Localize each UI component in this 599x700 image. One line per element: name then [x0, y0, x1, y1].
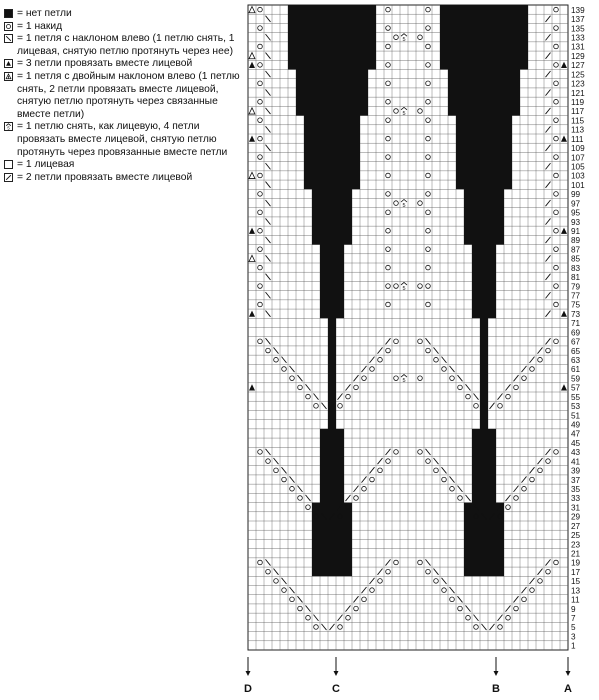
row-number: 17 — [571, 567, 581, 577]
row-number: 71 — [571, 319, 581, 329]
marker-arrow-head — [494, 671, 499, 676]
row-number: 69 — [571, 328, 581, 338]
row-number: 93 — [571, 217, 581, 227]
row-number: 7 — [571, 613, 576, 623]
row-number: 73 — [571, 309, 581, 319]
row-number: 123 — [571, 79, 585, 89]
row-number: 21 — [571, 549, 581, 559]
row-number: 111 — [571, 134, 584, 144]
row-number: 61 — [571, 365, 581, 375]
row-number: 55 — [571, 392, 581, 402]
row-number: 65 — [571, 346, 581, 356]
row-number: 27 — [571, 521, 581, 531]
five-together-symbol: 5 — [402, 285, 406, 292]
row-number: 1 — [571, 641, 576, 651]
row-number: 29 — [571, 512, 581, 522]
row-number: 85 — [571, 254, 581, 264]
legend-text: = нет петли — [17, 8, 72, 19]
row-number: 23 — [571, 540, 581, 550]
row-number: 95 — [571, 208, 581, 218]
row-number: 45 — [571, 438, 581, 448]
row-number: 109 — [571, 144, 585, 154]
row-number: 137 — [571, 15, 585, 25]
row-number: 77 — [571, 291, 581, 301]
row-number: 115 — [571, 116, 585, 126]
five-together-symbol: 5 — [402, 378, 406, 385]
row-number: 87 — [571, 245, 581, 255]
svg-text:5: 5 — [7, 125, 10, 131]
row-number: 107 — [571, 153, 585, 163]
row-number: 101 — [571, 180, 585, 190]
legend-text: = 1 лицевая — [17, 159, 75, 171]
row-number: 89 — [571, 236, 581, 246]
row-number: 35 — [571, 484, 581, 494]
row-number: 91 — [571, 226, 581, 236]
row-number: 113 — [571, 125, 585, 135]
row-number: 59 — [571, 374, 581, 384]
row-number: 63 — [571, 355, 581, 365]
row-number: 39 — [571, 466, 581, 476]
marker-label: A — [564, 683, 572, 695]
row-number: 3 — [571, 632, 576, 642]
row-number: 31 — [571, 503, 581, 513]
row-number: 133 — [571, 33, 585, 43]
row-number: 97 — [571, 199, 581, 209]
marker-label: C — [332, 683, 340, 695]
marker-arrow-head — [246, 671, 251, 676]
row-number: 11 — [571, 595, 580, 605]
row-number: 119 — [571, 97, 585, 107]
marker-arrow-head — [334, 671, 339, 676]
five-together-symbol: 5 — [402, 203, 406, 210]
row-number: 121 — [571, 88, 585, 98]
row-number: 81 — [571, 273, 581, 283]
section-markers — [244, 657, 572, 695]
row-number: 67 — [571, 337, 581, 347]
legend-text: = 3 петли провязать вместе лицевой — [17, 58, 193, 70]
row-number: 79 — [571, 282, 581, 292]
marker-arrow-head — [566, 671, 571, 676]
row-number: 49 — [571, 420, 581, 430]
row-number: 127 — [571, 61, 585, 71]
row-number: 5 — [571, 623, 576, 633]
five-together-symbol: 5 — [402, 37, 406, 44]
row-number: 139 — [571, 5, 585, 15]
row-number: 129 — [571, 51, 585, 61]
row-number: 105 — [571, 162, 585, 172]
row-number: 75 — [571, 300, 581, 310]
row-number: 51 — [571, 411, 581, 421]
marker-label: D — [244, 683, 252, 695]
legend-text: = 1 петлю снять, как лицевую, 4 петли провязать вместе лицевой, снятую петлю протянуть через провязанные вместе петли — [17, 121, 228, 158]
row-number: 9 — [571, 604, 576, 614]
row-number: 43 — [571, 448, 581, 458]
five-together-symbol: 5 — [402, 110, 406, 117]
row-number: 117 — [571, 107, 585, 117]
row-number: 83 — [571, 263, 581, 273]
row-number: 15 — [571, 577, 581, 587]
row-number: 25 — [571, 531, 581, 541]
row-number: 57 — [571, 383, 581, 393]
row-number: 135 — [571, 24, 585, 34]
row-number: 19 — [571, 558, 581, 568]
row-number: 41 — [571, 457, 581, 467]
row-number: 53 — [571, 402, 581, 412]
row-number: 103 — [571, 171, 585, 181]
row-number: 131 — [571, 42, 585, 52]
row-number: 125 — [571, 70, 585, 80]
marker-label: B — [492, 683, 500, 695]
legend-text: = 1 накид — [17, 20, 63, 32]
row-number: 37 — [571, 475, 581, 485]
row-number: 13 — [571, 586, 581, 596]
row-number-column — [571, 6, 585, 651]
row-number: 99 — [571, 190, 581, 200]
row-number: 33 — [571, 494, 581, 504]
legend-text: = 1 петля с двойным наклоном влево (1 петлю снять, 2 петли провязать вместе лицевой, снятую петлю протянуть через связанные вместе петли) — [17, 70, 240, 120]
legend-text: = 2 петли провязать вместе лицевой — [17, 171, 193, 183]
row-number: 47 — [571, 429, 581, 439]
legend-text: = 1 петля с наклоном влево (1 петлю снять, 1 лицевая, снятую петлю протянуть через нее) — [17, 33, 235, 57]
